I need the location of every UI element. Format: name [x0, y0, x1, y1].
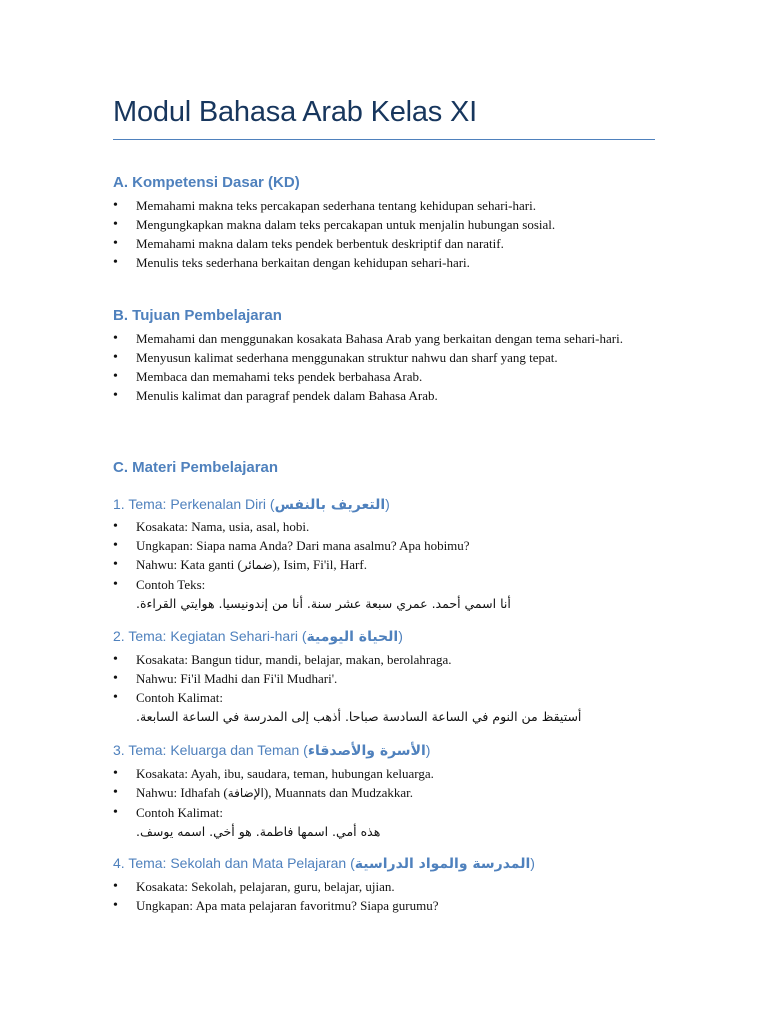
topic-2-list	[113, 650, 658, 726]
document-title: Modul Bahasa Arab Kelas XI	[113, 96, 477, 128]
topic-4-list	[113, 877, 658, 915]
list-item	[113, 555, 658, 575]
item-text: Contoh Kalimat:	[136, 805, 224, 820]
topic-1-list	[113, 517, 658, 613]
topic-1-heading	[113, 496, 390, 513]
list-item	[113, 688, 658, 726]
topic-heading-close: )	[530, 855, 535, 871]
item-text: ), Isim, Fi'il, Harf.	[272, 557, 367, 572]
topic-heading-text: 2. Tema: Kegiatan Sehari-hari (	[113, 628, 307, 644]
item-arabic: الإضافة	[227, 786, 264, 800]
list-item: • Ungkapan: Siapa nama Anda? Dari mana asalmu? Apa hobimu?	[113, 536, 658, 555]
list-item: • Memahami makna dalam teks pendek berbentuk deskriptif dan naratif.	[113, 234, 658, 253]
topic-heading-arabic: التعريف بالنفس	[274, 497, 386, 513]
topic-heading-text: 3. Tema: Keluarga dan Teman (	[113, 742, 308, 758]
section-a-heading: A. Kompetensi Dasar (KD)	[113, 174, 300, 191]
list-item: • Kosakata: Bangun tidur, mandi, belajar, makan, berolahraga.	[113, 650, 658, 669]
title-divider	[113, 139, 655, 140]
topic-heading-text: 4. Tema: Sekolah dan Mata Pelajaran (	[113, 855, 355, 871]
list-item: • Kosakata: Ayah, ibu, saudara, teman, hubungan keluarga.	[113, 764, 658, 783]
item-text: Nahwu: Kata ganti (	[136, 557, 242, 572]
section-b-heading: B. Tujuan Pembelajaran	[113, 307, 282, 324]
item-text: ), Muannats dan Mudzakkar.	[263, 785, 413, 800]
arabic-example: هذه أمي. اسمها فاطمة. هو أخي. اسمه يوسف.	[136, 824, 381, 839]
topic-heading-close: )	[385, 496, 390, 512]
topic-heading-arabic: الحياة اليومية	[306, 629, 399, 645]
list-item	[113, 783, 658, 803]
item-arabic: ضمائر	[241, 558, 273, 572]
list-item: • Ungkapan: Apa mata pelajaran favoritmu? Siapa gurumu?	[113, 896, 658, 915]
list-item: • Memahami dan menggunakan kosakata Bahasa Arab yang berkaitan dengan tema sehari-hari.	[113, 329, 633, 348]
list-item: • Memahami makna teks percakapan sederhana tentang kehidupan sehari-hari.	[113, 196, 658, 215]
section-c-heading: C. Materi Pembelajaran	[113, 459, 279, 476]
list-item: • Mengungkapkan makna dalam teks percakapan untuk menjalin hubungan sosial.	[113, 215, 658, 234]
topic-heading-close: )	[398, 628, 403, 644]
section-a-list	[113, 196, 658, 272]
topic-heading-close: )	[425, 742, 431, 758]
section-b-list	[113, 329, 633, 405]
item-text: Contoh Kalimat:	[136, 690, 224, 705]
topic-heading-arabic: الأسرة والأصدقاء	[307, 743, 426, 759]
topic-3-heading	[113, 742, 430, 759]
list-item: • Kosakata: Sekolah, pelajaran, guru, belajar, ujian.	[113, 877, 658, 896]
list-item	[113, 803, 658, 841]
list-item: • Menyusun kalimat sederhana menggunakan struktur nahwu dan sharf yang tepat.	[113, 348, 633, 367]
item-text: Contoh Teks:	[136, 577, 206, 592]
arabic-example: أنا اسمي أحمد. عمري سبعة عشر سنة. أنا من إندونيسيا. هوايتي القراءة.	[136, 596, 511, 611]
topic-3-list	[113, 764, 658, 841]
list-item: • Nahwu: Fi'il Madhi dan Fi'il Mudhari'.	[113, 669, 658, 688]
arabic-example: أستيقظ من النوم في الساعة السادسة صباحا. أذهب إلى المدرسة في الساعة السابعة.	[136, 709, 582, 724]
list-item: • Membaca dan memahami teks pendek berbahasa Arab.	[113, 367, 633, 386]
topic-heading-text: 1. Tema: Perkenalan Diri (	[113, 496, 275, 512]
item-text: Nahwu: Idhafah (	[136, 785, 228, 800]
topic-4-heading	[113, 855, 535, 872]
topic-2-heading	[113, 628, 403, 645]
list-item: • Kosakata: Nama, usia, asal, hobi.	[113, 517, 658, 536]
list-item: • Menulis teks sederhana berkaitan dengan kehidupan sehari-hari.	[113, 253, 658, 272]
topic-heading-arabic: المدرسة والمواد الدراسية	[354, 856, 531, 872]
list-item	[113, 575, 658, 613]
list-item: • Menulis kalimat dan paragraf pendek dalam Bahasa Arab.	[113, 386, 633, 405]
